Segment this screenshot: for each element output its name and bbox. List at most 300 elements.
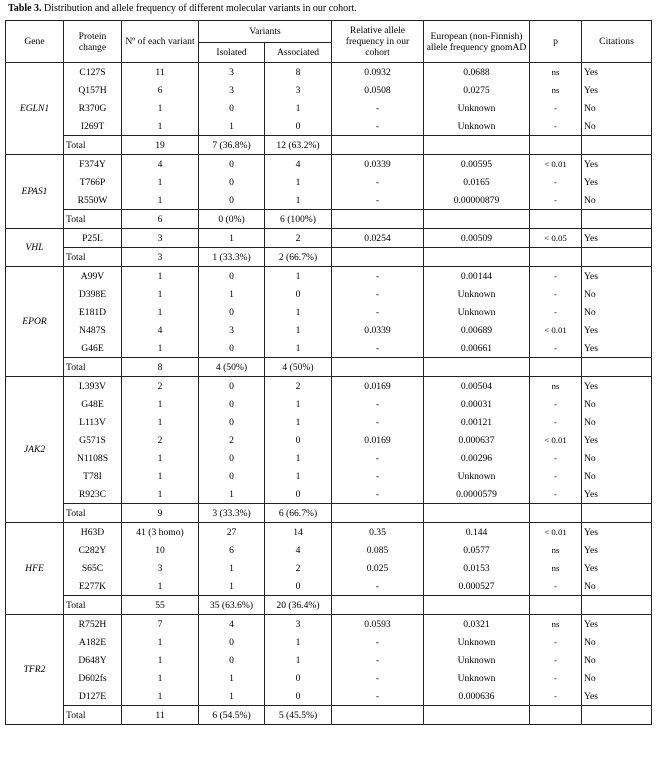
citations-cell: Yes (582, 687, 652, 706)
variant-count-cell: 19 (122, 136, 199, 155)
isolated-cell: 0 (199, 413, 265, 431)
p-value-cell: - (530, 633, 582, 651)
european-frequency-cell: Unknown (424, 303, 530, 321)
relative-frequency-cell: - (332, 173, 424, 191)
variants-table (5, 20, 652, 725)
protein-change-cell: Total (64, 504, 122, 523)
isolated-cell: 0 (199, 99, 265, 117)
protein-change-cell: G571S (64, 431, 122, 449)
p-value-cell: ns (530, 541, 582, 559)
isolated-cell: 4 (50%) (199, 358, 265, 377)
header-citations: Citations (582, 21, 652, 63)
associated-cell: 0 (265, 117, 332, 136)
header-p: p (530, 21, 582, 63)
relative-frequency-cell: 0.0254 (332, 229, 424, 248)
isolated-cell: 1 (199, 485, 265, 504)
european-frequency-cell: 0.00121 (424, 413, 530, 431)
relative-frequency-cell: - (332, 285, 424, 303)
relative-frequency-cell: - (332, 395, 424, 413)
citations-cell: No (582, 577, 652, 596)
p-value-cell: - (530, 303, 582, 321)
citations-cell: Yes (582, 377, 652, 396)
caption-text: Distribution and allele frequency of different molecular variants in our cohort. (41, 3, 357, 14)
associated-cell: 0 (265, 285, 332, 303)
associated-cell: 1 (265, 173, 332, 191)
protein-change-cell: G48E (64, 395, 122, 413)
variant-count-cell: 1 (122, 285, 199, 303)
associated-cell: 4 (50%) (265, 358, 332, 377)
p-value-cell: - (530, 285, 582, 303)
european-frequency-cell: Unknown (424, 285, 530, 303)
p-value-cell: - (530, 191, 582, 210)
isolated-cell: 2 (199, 431, 265, 449)
european-frequency-cell: 0.000636 (424, 687, 530, 706)
isolated-cell: 1 (33.3%) (199, 248, 265, 267)
citations-cell: No (582, 191, 652, 210)
relative-frequency-cell (332, 136, 424, 155)
isolated-cell: 4 (199, 615, 265, 634)
p-value-cell: - (530, 449, 582, 467)
variant-row (6, 431, 652, 449)
protein-change-cell: T78I (64, 467, 122, 485)
isolated-cell: 3 (199, 321, 265, 339)
variant-row (6, 467, 652, 485)
isolated-cell: 1 (199, 229, 265, 248)
associated-cell: 2 (66.7%) (265, 248, 332, 267)
variant-row (6, 523, 652, 542)
citations-cell: Yes (582, 523, 652, 542)
protein-change-cell: L113V (64, 413, 122, 431)
variant-count-cell: 3 (122, 229, 199, 248)
variant-count-cell: 1 (122, 449, 199, 467)
variant-count-cell: 1 (122, 577, 199, 596)
relative-frequency-cell: - (332, 339, 424, 358)
header-relative-frequency: Relative allele frequency in our cohort (332, 21, 424, 63)
european-frequency-cell (424, 248, 530, 267)
variant-count-cell: 10 (122, 541, 199, 559)
relative-frequency-cell: 0.0169 (332, 377, 424, 396)
total-row (6, 706, 652, 725)
relative-frequency-cell: - (332, 303, 424, 321)
variant-row (6, 651, 652, 669)
protein-change-cell: I269T (64, 117, 122, 136)
relative-frequency-cell: 0.35 (332, 523, 424, 542)
p-value-cell: - (530, 395, 582, 413)
variant-count-cell: 1 (122, 339, 199, 358)
p-value-cell: < 0.01 (530, 155, 582, 174)
protein-change-cell: E181D (64, 303, 122, 321)
citations-cell: Yes (582, 615, 652, 634)
protein-change-cell: A182E (64, 633, 122, 651)
p-value-cell: - (530, 669, 582, 687)
variant-row (6, 559, 652, 577)
isolated-cell: 0 (0%) (199, 210, 265, 229)
variant-row (6, 285, 652, 303)
isolated-cell: 0 (199, 395, 265, 413)
variant-row (6, 541, 652, 559)
associated-cell: 3 (265, 81, 332, 99)
european-frequency-cell: 0.0165 (424, 173, 530, 191)
caption-label: Table 3. (8, 3, 42, 14)
european-frequency-cell: 0.144 (424, 523, 530, 542)
associated-cell: 4 (265, 541, 332, 559)
citations-cell: No (582, 117, 652, 136)
associated-cell: 14 (265, 523, 332, 542)
variant-count-cell: 4 (122, 321, 199, 339)
associated-cell: 1 (265, 303, 332, 321)
p-value-cell (530, 596, 582, 615)
citations-cell: Yes (582, 321, 652, 339)
citations-cell: No (582, 467, 652, 485)
relative-frequency-cell: 0.0339 (332, 155, 424, 174)
citations-cell: No (582, 633, 652, 651)
protein-change-cell: D602fs (64, 669, 122, 687)
variant-count-cell: 41 (3 homo) (122, 523, 199, 542)
associated-cell: 0 (265, 687, 332, 706)
relative-frequency-cell: - (332, 651, 424, 669)
p-value-cell (530, 136, 582, 155)
variant-row (6, 633, 652, 651)
isolated-cell: 1 (199, 559, 265, 577)
associated-cell: 1 (265, 395, 332, 413)
p-value-cell (530, 358, 582, 377)
variant-row (6, 413, 652, 431)
variant-count-cell: 1 (122, 395, 199, 413)
p-value-cell: ns (530, 615, 582, 634)
p-value-cell: ns (530, 81, 582, 99)
p-value-cell: - (530, 687, 582, 706)
variant-count-cell: 1 (122, 267, 199, 286)
relative-frequency-cell: 0.0593 (332, 615, 424, 634)
citations-cell (582, 248, 652, 267)
variant-row (6, 377, 652, 396)
relative-frequency-cell: 0.0932 (332, 63, 424, 82)
european-frequency-cell: 0.00509 (424, 229, 530, 248)
p-value-cell: < 0.01 (530, 523, 582, 542)
associated-cell: 1 (265, 413, 332, 431)
isolated-cell: 27 (199, 523, 265, 542)
citations-cell: Yes (582, 63, 652, 82)
variant-count-cell: 3 (122, 248, 199, 267)
european-frequency-cell: 0.0153 (424, 559, 530, 577)
isolated-cell: 6 (54.5%) (199, 706, 265, 725)
header-associated: Associated (265, 43, 332, 63)
european-frequency-cell: 0.00296 (424, 449, 530, 467)
relative-frequency-cell: - (332, 413, 424, 431)
citations-cell: No (582, 651, 652, 669)
variant-row (6, 267, 652, 286)
variant-count-cell: 6 (122, 210, 199, 229)
isolated-cell: 0 (199, 449, 265, 467)
gene-cell: HFE (6, 523, 64, 615)
isolated-cell: 3 (199, 81, 265, 99)
p-value-cell: - (530, 467, 582, 485)
associated-cell: 0 (265, 485, 332, 504)
total-row (6, 248, 652, 267)
citations-cell: Yes (582, 339, 652, 358)
relative-frequency-cell (332, 504, 424, 523)
total-row (6, 596, 652, 615)
european-frequency-cell: 0.0577 (424, 541, 530, 559)
protein-change-cell: F374Y (64, 155, 122, 174)
isolated-cell: 0 (199, 377, 265, 396)
european-frequency-cell: 0.00595 (424, 155, 530, 174)
variant-row (6, 155, 652, 174)
associated-cell: 1 (265, 267, 332, 286)
associated-cell: 1 (265, 449, 332, 467)
citations-cell (582, 210, 652, 229)
relative-frequency-cell: - (332, 577, 424, 596)
p-value-cell: - (530, 173, 582, 191)
relative-frequency-cell: 0.0339 (332, 321, 424, 339)
citations-cell: No (582, 449, 652, 467)
citations-cell: No (582, 99, 652, 117)
header-european-frequency: European (non-Finnish) allele frequency gnomAD (424, 21, 530, 63)
isolated-cell: 0 (199, 339, 265, 358)
protein-change-cell: T766P (64, 173, 122, 191)
isolated-cell: 0 (199, 173, 265, 191)
protein-change-cell: Q157H (64, 81, 122, 99)
protein-change-cell: R752H (64, 615, 122, 634)
associated-cell: 3 (265, 615, 332, 634)
protein-change-cell: R923C (64, 485, 122, 504)
protein-change-cell: N487S (64, 321, 122, 339)
isolated-cell: 0 (199, 651, 265, 669)
associated-cell: 5 (45.5%) (265, 706, 332, 725)
variant-count-cell: 1 (122, 303, 199, 321)
associated-cell: 2 (265, 377, 332, 396)
associated-cell: 6 (66.7%) (265, 504, 332, 523)
european-frequency-cell: 0.00504 (424, 377, 530, 396)
p-value-cell: - (530, 413, 582, 431)
relative-frequency-cell (332, 210, 424, 229)
total-row (6, 136, 652, 155)
relative-frequency-cell: - (332, 633, 424, 651)
european-frequency-cell: 0.0275 (424, 81, 530, 99)
european-frequency-cell: Unknown (424, 669, 530, 687)
citations-cell: No (582, 285, 652, 303)
citations-cell: Yes (582, 267, 652, 286)
protein-change-cell: Total (64, 136, 122, 155)
p-value-cell: < 0.05 (530, 229, 582, 248)
citations-cell: No (582, 669, 652, 687)
isolated-cell: 0 (199, 155, 265, 174)
variant-count-cell: 1 (122, 633, 199, 651)
protein-change-cell: C127S (64, 63, 122, 82)
european-frequency-cell (424, 358, 530, 377)
european-frequency-cell (424, 706, 530, 725)
variant-row (6, 191, 652, 210)
european-frequency-cell (424, 210, 530, 229)
variant-count-cell: 1 (122, 191, 199, 210)
citations-cell: Yes (582, 541, 652, 559)
relative-frequency-cell: - (332, 117, 424, 136)
protein-change-cell: Total (64, 358, 122, 377)
variant-row (6, 449, 652, 467)
isolated-cell: 35 (63.6%) (199, 596, 265, 615)
p-value-cell: - (530, 117, 582, 136)
variant-row (6, 63, 652, 82)
citations-cell (582, 596, 652, 615)
relative-frequency-cell (332, 358, 424, 377)
p-value-cell: - (530, 651, 582, 669)
isolated-cell: 0 (199, 191, 265, 210)
p-value-cell: ns (530, 559, 582, 577)
european-frequency-cell: 0.00661 (424, 339, 530, 358)
table-body (6, 63, 652, 725)
european-frequency-cell: Unknown (424, 99, 530, 117)
p-value-cell: - (530, 99, 582, 117)
gene-cell: TFR2 (6, 615, 64, 725)
header-isolated: Isolated (199, 43, 265, 63)
p-value-cell: < 0.01 (530, 431, 582, 449)
variant-count-cell: 1 (122, 413, 199, 431)
p-value-cell (530, 248, 582, 267)
variant-count-cell: 1 (122, 651, 199, 669)
gene-cell: EPOR (6, 267, 64, 377)
variant-count-cell: 2 (122, 431, 199, 449)
variant-row (6, 229, 652, 248)
variant-count-cell: 1 (122, 117, 199, 136)
protein-change-cell: L393V (64, 377, 122, 396)
variant-row (6, 339, 652, 358)
relative-frequency-cell (332, 706, 424, 725)
total-row (6, 504, 652, 523)
citations-cell (582, 358, 652, 377)
associated-cell: 1 (265, 191, 332, 210)
associated-cell: 6 (100%) (265, 210, 332, 229)
protein-change-cell: C282Y (64, 541, 122, 559)
european-frequency-cell (424, 136, 530, 155)
variant-count-cell: 2 (122, 377, 199, 396)
protein-change-cell: N1108S (64, 449, 122, 467)
associated-cell: 0 (265, 577, 332, 596)
variant-row (6, 669, 652, 687)
protein-change-cell: Total (64, 248, 122, 267)
variant-row (6, 303, 652, 321)
protein-change-cell: H63D (64, 523, 122, 542)
header-variants: Variants (199, 21, 332, 43)
variant-row (6, 577, 652, 596)
relative-frequency-cell: - (332, 687, 424, 706)
associated-cell: 1 (265, 467, 332, 485)
relative-frequency-cell: - (332, 449, 424, 467)
associated-cell: 0 (265, 431, 332, 449)
isolated-cell: 0 (199, 303, 265, 321)
total-row (6, 358, 652, 377)
protein-change-cell: D398E (64, 285, 122, 303)
variant-row (6, 687, 652, 706)
european-frequency-cell: Unknown (424, 651, 530, 669)
european-frequency-cell: Unknown (424, 467, 530, 485)
citations-cell: Yes (582, 229, 652, 248)
variant-count-cell: 8 (122, 358, 199, 377)
header-protein-change: Protein change (64, 21, 122, 63)
relative-frequency-cell: 0.025 (332, 559, 424, 577)
associated-cell: 20 (36.4%) (265, 596, 332, 615)
isolated-cell: 1 (199, 687, 265, 706)
associated-cell: 1 (265, 321, 332, 339)
protein-change-cell: A99V (64, 267, 122, 286)
relative-frequency-cell: 0.0169 (332, 431, 424, 449)
header-n-variant: Nº of each variant (122, 21, 199, 63)
relative-frequency-cell (332, 596, 424, 615)
variant-count-cell: 1 (122, 485, 199, 504)
european-frequency-cell: 0.00144 (424, 267, 530, 286)
variant-count-cell: 1 (122, 467, 199, 485)
variant-count-cell: 55 (122, 596, 199, 615)
variant-row (6, 485, 652, 504)
citations-cell: Yes (582, 559, 652, 577)
european-frequency-cell (424, 596, 530, 615)
protein-change-cell: Total (64, 596, 122, 615)
associated-cell: 4 (265, 155, 332, 174)
citations-cell (582, 706, 652, 725)
variant-row (6, 99, 652, 117)
gene-cell: JAK2 (6, 377, 64, 523)
associated-cell: 1 (265, 633, 332, 651)
relative-frequency-cell: 0.0508 (332, 81, 424, 99)
p-value-cell: ns (530, 63, 582, 82)
gene-cell: VHL (6, 229, 64, 267)
associated-cell: 2 (265, 229, 332, 248)
variant-count-cell: 7 (122, 615, 199, 634)
p-value-cell (530, 504, 582, 523)
variant-count-cell: 1 (122, 687, 199, 706)
protein-change-cell: Total (64, 210, 122, 229)
p-value-cell: - (530, 485, 582, 504)
variant-row (6, 321, 652, 339)
european-frequency-cell: 0.00000879 (424, 191, 530, 210)
table-header (6, 21, 652, 63)
isolated-cell: 0 (199, 633, 265, 651)
protein-change-cell: S65C (64, 559, 122, 577)
p-value-cell: - (530, 339, 582, 358)
relative-frequency-cell: - (332, 99, 424, 117)
european-frequency-cell: 0.00031 (424, 395, 530, 413)
isolated-cell: 6 (199, 541, 265, 559)
european-frequency-cell: Unknown (424, 117, 530, 136)
table-caption (8, 2, 357, 15)
relative-frequency-cell: - (332, 191, 424, 210)
p-value-cell: - (530, 577, 582, 596)
isolated-cell: 1 (199, 117, 265, 136)
variant-count-cell: 4 (122, 155, 199, 174)
european-frequency-cell: 0.000637 (424, 431, 530, 449)
protein-change-cell: E277K (64, 577, 122, 596)
variant-row (6, 117, 652, 136)
variant-count-cell: 1 (122, 99, 199, 117)
gene-cell: EGLN1 (6, 63, 64, 155)
european-frequency-cell: 0.0321 (424, 615, 530, 634)
relative-frequency-cell: - (332, 669, 424, 687)
associated-cell: 2 (265, 559, 332, 577)
associated-cell: 1 (265, 651, 332, 669)
isolated-cell: 3 (199, 63, 265, 82)
protein-change-cell: Total (64, 706, 122, 725)
variant-row (6, 173, 652, 191)
citations-cell: Yes (582, 81, 652, 99)
variant-row (6, 615, 652, 634)
isolated-cell: 1 (199, 285, 265, 303)
european-frequency-cell: 0.000527 (424, 577, 530, 596)
associated-cell: 8 (265, 63, 332, 82)
relative-frequency-cell: 0.085 (332, 541, 424, 559)
protein-change-cell: G46E (64, 339, 122, 358)
variant-count-cell: 11 (122, 63, 199, 82)
variant-row (6, 395, 652, 413)
relative-frequency-cell: - (332, 467, 424, 485)
